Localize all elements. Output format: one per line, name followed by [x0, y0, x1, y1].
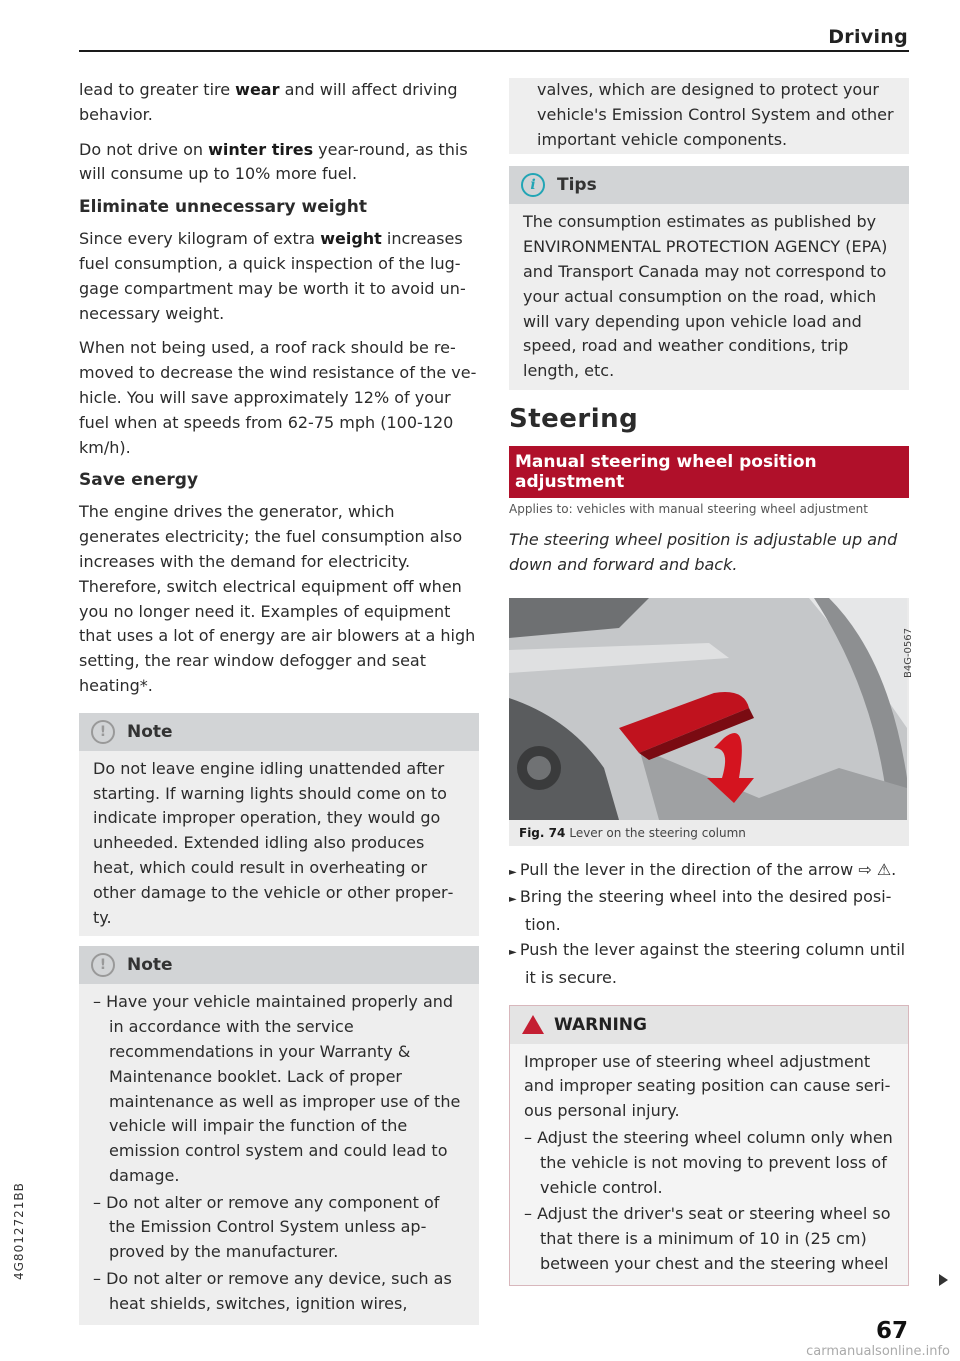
- paragraph-tire-wear: lead to greater tire wear and will affect driving behavior.: [79, 80, 458, 124]
- list-item: – Adjust the driver's seat or steering wheel so that there is a minimum of 10 in (25 cm) between your chest and the steering wheel: [524, 1202, 894, 1276]
- tips-header: [509, 166, 909, 204]
- list-item: – Adjust the steering wheel column only when the vehicle is not moving to prevent loss of vehicle control.: [524, 1126, 894, 1200]
- document-code: 4G8012721BB: [12, 1182, 26, 1280]
- warning-header: [510, 1006, 908, 1044]
- applies-to: Applies to: vehicles with manual steering wheel adjustment: [509, 501, 868, 516]
- tips-text: The consumption estimates as published by ENVIRONMENTAL PROTECTION AGENCY (EPA) and Transport Canada may not correspond to your actual consumption on the road, which will vary depending upon vehicle load and speed, road and weather conditions, trip length, etc.: [523, 212, 888, 381]
- figure-caption: Fig. 74 Lever on the steering column: [519, 825, 746, 840]
- paragraph-winter-tires: Do not drive on winter tires year-round, as this will consume up to 10% more fuel.: [79, 139, 468, 184]
- note-body: [79, 751, 479, 937]
- tips-title: Tips: [557, 175, 597, 196]
- note-text: Do not leave engine idling unattended after starting. If warning lights should come on to indicate improper operation, they would go unheeded. Extended idling also produces heat, which could result in overheating or other damage to the vehicle or other property.: [93, 758, 454, 927]
- figure-code: B4G-0567: [903, 627, 914, 678]
- note-icon: !: [91, 953, 115, 977]
- note-list: [93, 990, 465, 1316]
- tips-box: [509, 166, 909, 390]
- paragraph-weight: Since every kilogram of extra weight increases fuel consumption, a quick inspection of the luggage compartment may be worth it to avoid unnecessary weight.: [79, 229, 466, 323]
- warning-title: WARNING: [554, 1014, 647, 1035]
- header-rule: [79, 50, 909, 52]
- continued-note-box: [509, 78, 909, 154]
- list-item: – Do not alter or remove any device, such as heat shields, switches, ignition wires,: [93, 1267, 465, 1317]
- steps-list: [509, 858, 909, 991]
- warning-box: [509, 1005, 909, 1286]
- note-body: [509, 78, 909, 154]
- left-column: [79, 78, 479, 1335]
- warning-text: Improper use of steering wheel adjustment and improper seating position can cause serious personal injury.: [524, 1051, 891, 1121]
- intro-text: The steering wheel position is adjustable up and down and forward and back.: [509, 529, 898, 574]
- warning-triangle-icon: [522, 1015, 544, 1034]
- list-item: ► Push the lever against the steering column until it is secure.: [509, 938, 909, 991]
- continued-arrow-icon: [939, 1274, 948, 1286]
- steering-column-image: [509, 598, 907, 820]
- note-header: [79, 946, 479, 984]
- section-title: Driving: [828, 26, 908, 48]
- warning-list: [524, 1126, 894, 1277]
- note-header: [79, 713, 479, 751]
- steering-lever-illustration: [509, 598, 907, 820]
- note-box-maintenance: [79, 946, 479, 1324]
- tips-body: [509, 204, 909, 390]
- note-text: valves, which are designed to protect your vehicle's Emission Control System and other important vehicle components.: [537, 80, 894, 149]
- heading-steering: Steering: [509, 403, 639, 434]
- watermark: carmanualsonline.info: [806, 1344, 950, 1359]
- info-icon: i: [521, 173, 545, 197]
- note-icon: !: [91, 720, 115, 744]
- section-bar: Manual steering wheel position adjustment: [509, 446, 909, 498]
- note-title: Note: [127, 955, 173, 976]
- note-box-idling: [79, 713, 479, 937]
- figure-74: [509, 598, 914, 846]
- right-column: [509, 78, 914, 1296]
- warning-body: [510, 1044, 908, 1285]
- heading-save-energy: Save energy: [79, 470, 199, 491]
- note-title: Note: [127, 721, 173, 742]
- page-number: 67: [875, 1318, 908, 1344]
- paragraph-energy: The engine drives the generator, which generates electricity; the fuel consumption also increases with the demand for electricity. Therefore, switch electrical equipment off when you no longer need it. Examples of equipment that uses a lot of energy are air blowers at a high setting, the rear window defogger and seat heating*.: [79, 502, 476, 695]
- heading-eliminate-weight: Eliminate unnecessary weight: [79, 197, 367, 218]
- list-item: – Do not alter or remove any component of the Emission Control System unless approved by the manufacturer.: [93, 1191, 465, 1265]
- list-item: – Have your vehicle maintained properly and in accordance with the service recommendations in your Warranty & Maintenance booklet. Lack of proper maintenance as well as improper use of the vehicle will impair the function of the emission control system and could lead to damage.: [93, 990, 465, 1188]
- list-item: ► Bring the steering wheel into the desired position.: [509, 885, 909, 938]
- list-item: ► Pull the lever in the direction of the arrow ⇨ ⚠.: [509, 858, 909, 886]
- paragraph-roof-rack: When not being used, a roof rack should be removed to decrease the wind resistance of the vehicle. You will save approximately 12% of your fuel when at speeds from 62-75 mph (100-120 km/h).: [79, 338, 477, 457]
- note-body: [79, 984, 479, 1324]
